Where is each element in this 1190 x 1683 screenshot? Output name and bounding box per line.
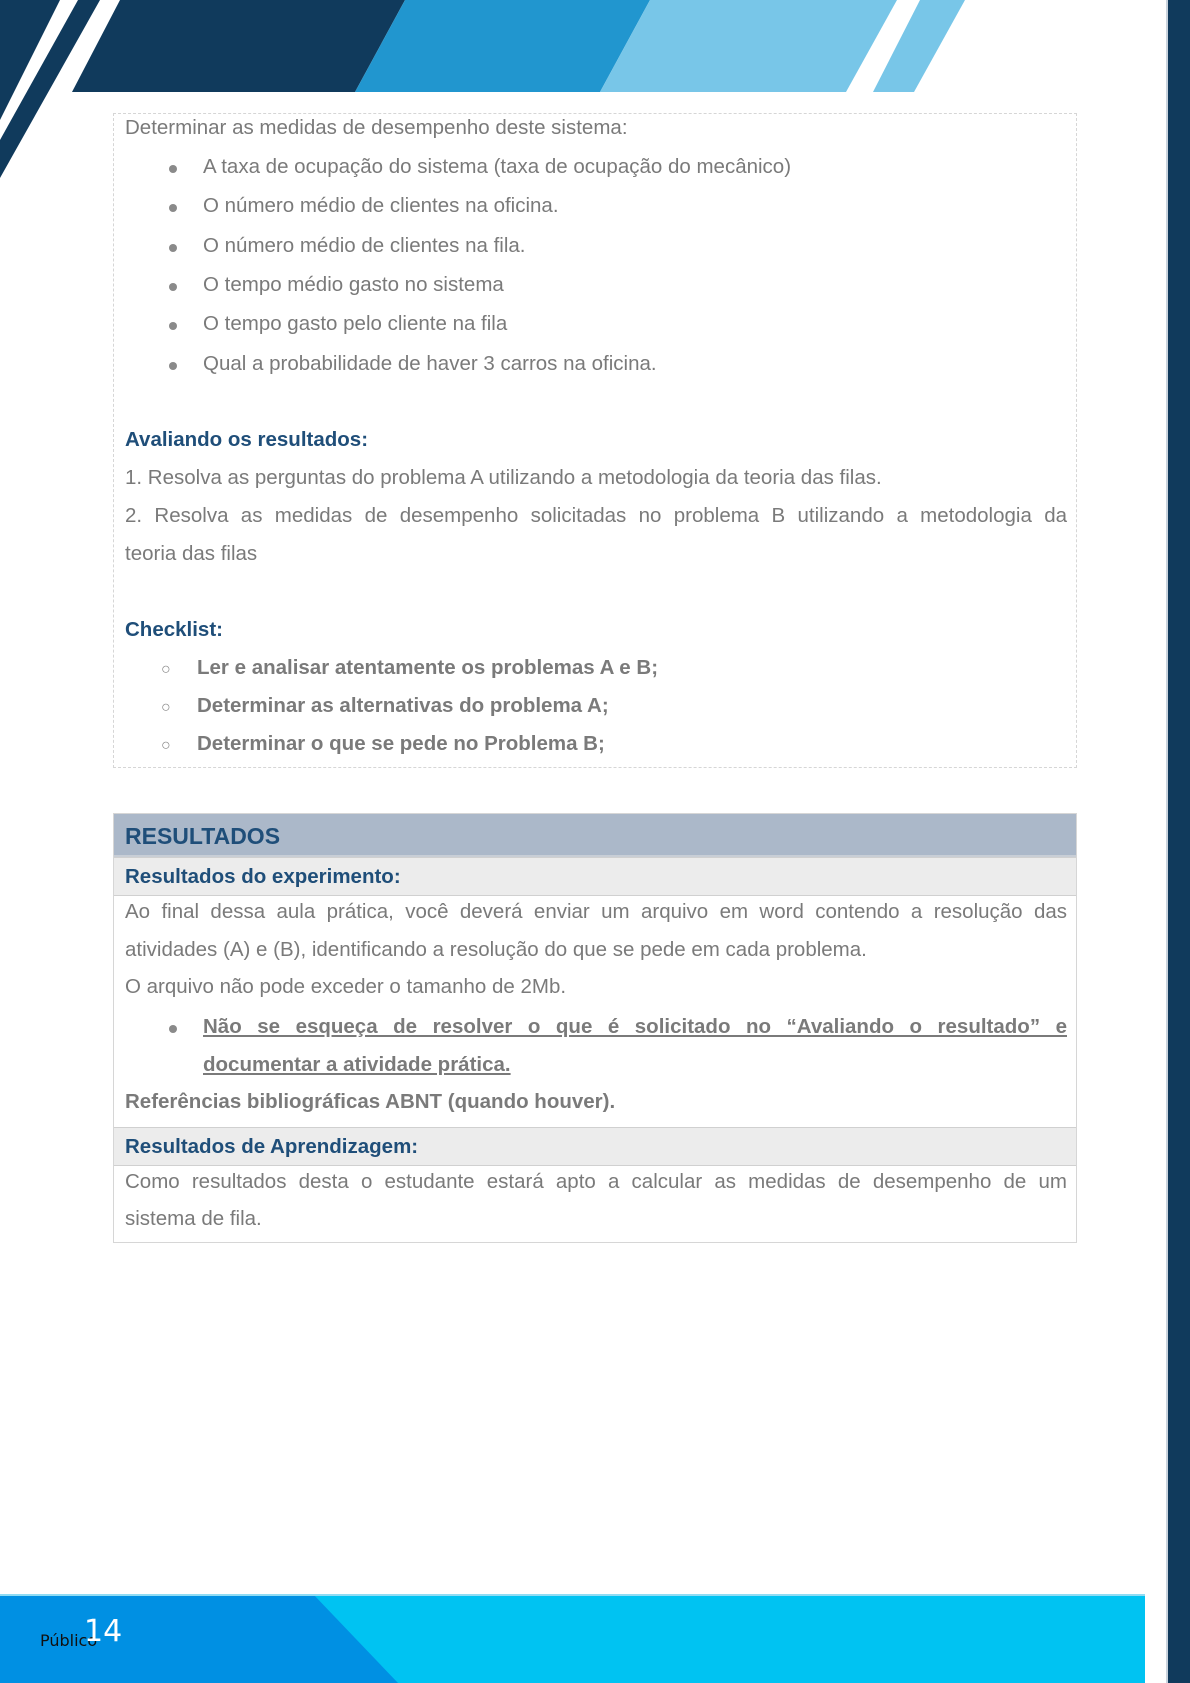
reminder-line-2: documentar a atividade prática. xyxy=(203,1053,511,1076)
bullet-icon xyxy=(169,165,177,173)
resultados-title: RESULTADOS xyxy=(125,823,281,849)
footer-background xyxy=(0,1594,1145,1683)
experimento-para-line-2: atividades (A) e (B), identificando a resolução do que se pede em cada problema. xyxy=(125,938,867,961)
avaliando-item-2-line-1: 2. Resolva as medidas de desempenho solicitadas no problema B utilizando a metodologia da xyxy=(125,504,1067,527)
checklist-item: Ler e analisar atentamente os problemas A e B; xyxy=(197,656,659,679)
intro-item: A taxa de ocupação do sistema (taxa de ocupação do mecânico) xyxy=(203,155,792,178)
header-mid-blue-band xyxy=(355,0,650,92)
aprendizagem-heading-row xyxy=(114,1127,1076,1166)
checklist-item: Determinar as alternativas do problema A; xyxy=(197,694,609,717)
bullet-icon xyxy=(169,1025,177,1033)
intro-item: O número médio de clientes na fila. xyxy=(203,234,526,257)
footer-top-edge xyxy=(0,1594,1145,1596)
referencias-text: Referências bibliográficas ABNT (quando houver). xyxy=(125,1090,616,1113)
page-number: 14 xyxy=(84,1614,123,1649)
bullet-icon xyxy=(169,322,177,330)
instructions-box xyxy=(113,113,1077,768)
classification-label: Público xyxy=(40,1631,98,1650)
checkbox-circle-icon: ○ xyxy=(161,737,171,754)
checklist-heading: Checklist: xyxy=(125,618,223,641)
header-navy-band xyxy=(72,0,405,92)
intro-lead: Determinar as medidas de desempenho deste sistema: xyxy=(125,116,628,139)
experimento-heading: Resultados do experimento: xyxy=(125,865,401,888)
experimento-para-line-1: Ao final dessa aula prática, você deverá enviar um arquivo em word contendo a resolução das xyxy=(125,900,1067,923)
page-footer xyxy=(0,1594,1145,1683)
bullet-icon xyxy=(169,283,177,291)
bullet-icon xyxy=(169,244,177,252)
experimento-heading-row xyxy=(114,857,1076,896)
right-sidebar-bar xyxy=(1168,0,1190,1683)
intro-item: O tempo gasto pelo cliente na fila xyxy=(203,312,508,335)
aprendizagem-line-1: Como resultados desta o estudante estará apto a calcular as medidas de desempenho de um xyxy=(125,1170,1067,1193)
intro-item: O tempo médio gasto no sistema xyxy=(203,273,504,296)
intro-item: Qual a probabilidade de haver 3 carros na oficina. xyxy=(203,352,657,375)
header-light-blue-band xyxy=(600,0,897,92)
intro-item: O número médio de clientes na oficina. xyxy=(203,194,559,217)
checkbox-circle-icon: ○ xyxy=(161,661,171,678)
file-size-note: O arquivo não pode exceder o tamanho de 2Mb. xyxy=(125,975,567,998)
checklist-item: Determinar o que se pede no Problema B; xyxy=(197,732,605,755)
avaliando-heading: Avaliando os resultados: xyxy=(125,428,369,451)
resultados-title-row xyxy=(114,814,1076,857)
aprendizagem-heading: Resultados de Aprendizagem: xyxy=(125,1135,419,1158)
avaliando-item-1: 1. Resolva as perguntas do problema A utilizando a metodologia da teoria das filas. xyxy=(125,466,882,489)
aprendizagem-line-2: sistema de fila. xyxy=(125,1207,262,1230)
checkbox-circle-icon: ○ xyxy=(161,699,171,716)
bullet-icon xyxy=(169,204,177,212)
resultados-table xyxy=(113,813,1077,1243)
avaliando-item-2-line-2: teoria das filas xyxy=(125,542,258,565)
reminder-line-1: Não se esqueça de resolver o que é solicitado no “Avaliando o resultado” e xyxy=(203,1015,1067,1038)
bullet-icon xyxy=(169,362,177,370)
